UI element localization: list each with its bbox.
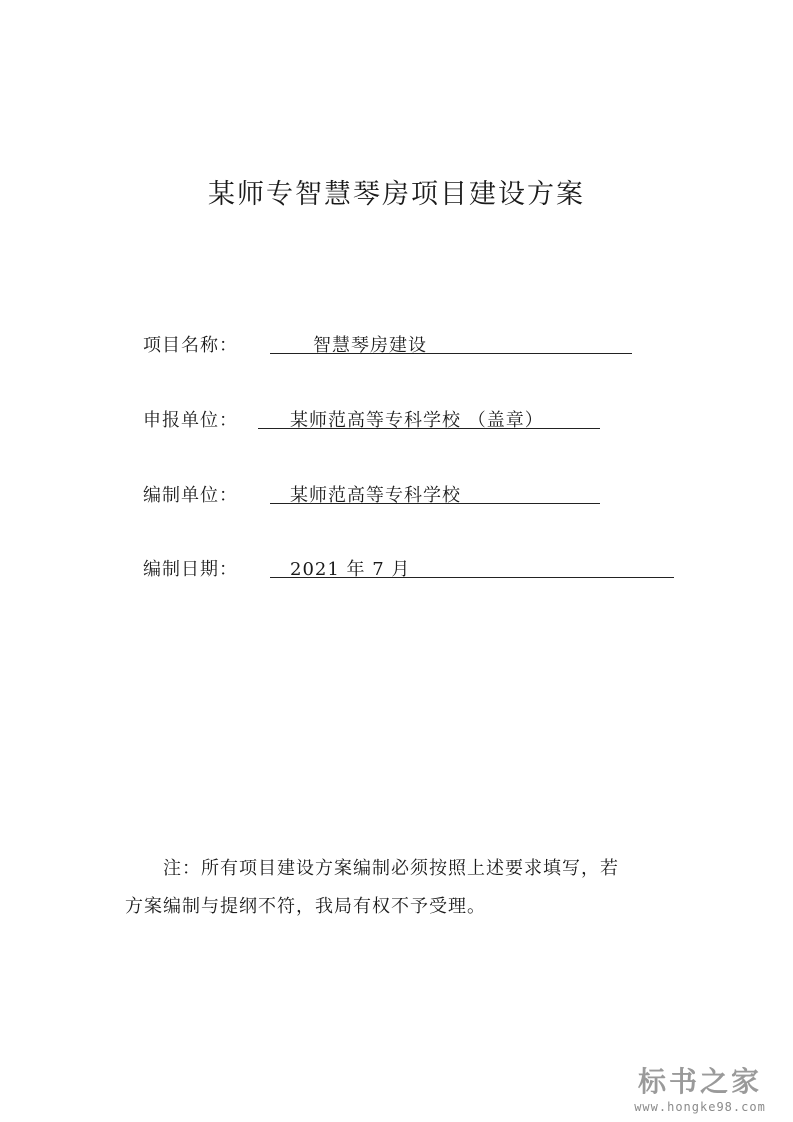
applicant-unit-value: 某师范高等专科学校 （盖章）	[290, 410, 544, 431]
compiling-unit-underline	[270, 503, 600, 504]
compiling-date-value: 2021 年 7 月	[290, 559, 411, 580]
compiling-date-label: 编制日期：	[143, 559, 238, 580]
project-name-underline	[270, 353, 632, 354]
compiling-date-underline	[270, 577, 674, 578]
note-paragraph	[125, 850, 680, 926]
project-name-value: 智慧琴房建设	[313, 335, 427, 356]
compiling-unit-value: 某师范高等专科学校	[290, 485, 461, 506]
watermark-url: www.hongke98.com	[634, 1100, 766, 1114]
applicant-unit-label: 申报单位：	[143, 410, 238, 431]
document-title: 某师专智慧琴房项目建设方案	[208, 179, 585, 210]
project-name-label: 项目名称：	[143, 335, 238, 356]
watermark	[625, 1066, 775, 1116]
watermark-logo: 标书之家	[637, 1065, 762, 1098]
compiling-unit-label: 编制单位：	[143, 485, 238, 506]
applicant-unit-underline	[258, 428, 600, 429]
note-line-2: 方案编制与提纲不符，我局有权不予受理。	[125, 896, 486, 917]
note-line-1: 注：所有项目建设方案编制必须按照上述要求填写，若	[163, 858, 619, 879]
